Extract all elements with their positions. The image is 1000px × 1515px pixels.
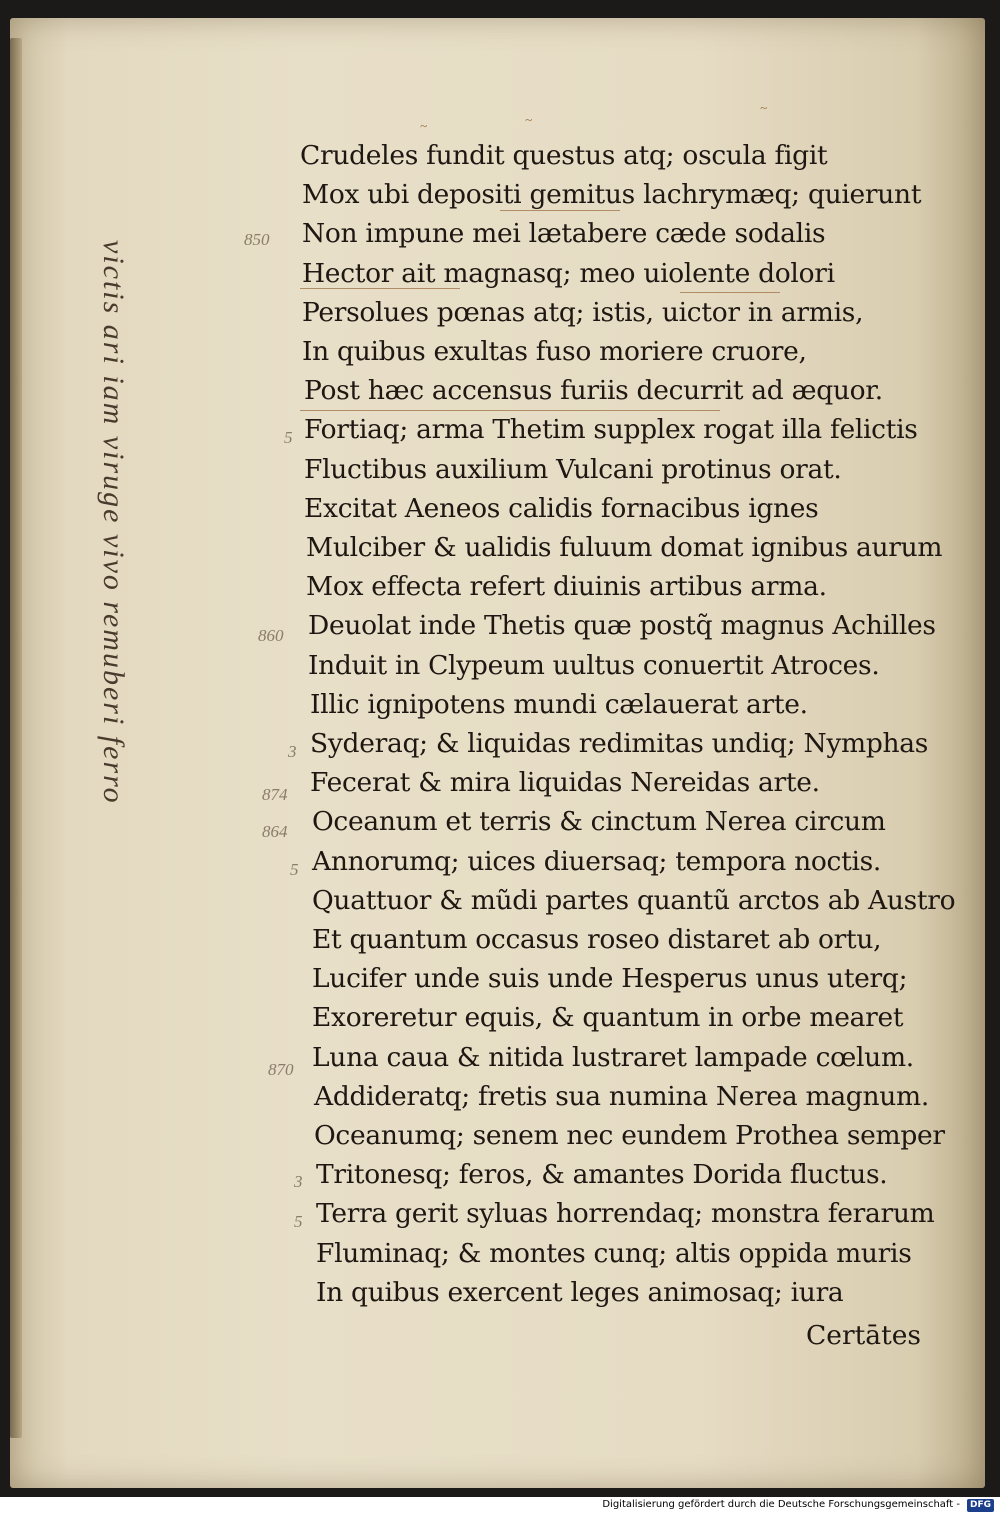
verse-line: Non impune mei lætabere cæde sodalis bbox=[302, 218, 826, 250]
verse-line: Addideratq; fretis sua numina Nerea magnum. bbox=[314, 1080, 929, 1112]
verse-line: Deuolat inde Thetis quæ postq̃ magnus Achilles bbox=[308, 610, 936, 642]
verse-line: Annorumq; uices diuersaq; tempora noctis. bbox=[312, 845, 882, 877]
line-number: 3 bbox=[288, 742, 297, 761]
line-number: 864 bbox=[262, 822, 288, 841]
verse-line: Fluminaq; & montes cunq; altis oppida muris bbox=[316, 1237, 912, 1269]
verse-line: In quibus exercent leges animosaq; iura bbox=[316, 1276, 844, 1308]
line-number: 3 bbox=[294, 1172, 303, 1191]
verse-line: Excitat Aeneos calidis fornacibus ignes bbox=[304, 492, 819, 524]
verse-line: Mox effecta refert diuinis artibus arma. bbox=[306, 571, 827, 603]
verse-line: Induit in Clypeum uultus conuertit Atroces. bbox=[308, 649, 880, 681]
line-number: 5 bbox=[284, 428, 293, 447]
verse-line: Quattuor & mũdi partes quantũ arctos ab Austro bbox=[312, 884, 956, 916]
line-number: 5 bbox=[290, 860, 299, 879]
verse-line: Mulciber & ualidis fuluum domat ignibus aurum bbox=[306, 532, 943, 564]
verse-line: Hector ait magnasq; meo uiolente dolori bbox=[302, 257, 835, 289]
footer-bar bbox=[0, 1497, 1000, 1515]
verse-line: Fortiaq; arma Thetim supplex rogat illa felictis bbox=[304, 414, 918, 446]
line-number: 874 bbox=[262, 785, 288, 804]
verse-line: Tritonesq; feros, & amantes Dorida fluctus. bbox=[316, 1159, 888, 1191]
verse-line: Luna caua & nitida lustraret lampade cœlum. bbox=[312, 1041, 914, 1073]
verse-line: Syderaq; & liquidas redimitas undiq; Nymphas bbox=[310, 728, 929, 760]
line-number: 5 bbox=[294, 1212, 303, 1231]
line-number: 860 bbox=[258, 626, 284, 645]
dfg-logo-icon: DFG bbox=[967, 1499, 994, 1512]
interlinear-gloss: ~ bbox=[760, 100, 768, 115]
verse-line: Oceanum et terris & cinctum Nerea circum bbox=[312, 806, 886, 838]
marginal-annotation: victis ari iam viruge vivo remuberi ferro bbox=[97, 240, 130, 805]
line-number: 870 bbox=[268, 1060, 294, 1079]
verse-line: Fluctibus auxilium Vulcani protinus orat. bbox=[304, 453, 842, 485]
interlinear-gloss: ~ bbox=[420, 118, 428, 133]
verse-line: Persolues pœnas atq; istis, uictor in armis, bbox=[302, 296, 864, 328]
interlinear-gloss: ~ bbox=[525, 112, 533, 127]
verse-text-block bbox=[290, 136, 960, 1312]
verse-line: Oceanumq; senem nec eundem Prothea semper bbox=[314, 1120, 945, 1152]
verse-line: Lucifer unde suis unde Hesperus unus uterq; bbox=[312, 963, 908, 995]
verse-line: Terra gerit syluas horrendaq; monstra ferarum bbox=[316, 1198, 935, 1230]
catchword: Certātes bbox=[806, 1320, 922, 1351]
footer-credit: Digitalisierung gefördert durch die Deutsche Forschungsgemeinschaft - bbox=[602, 1499, 960, 1510]
verse-line: In quibus exultas fuso moriere cruore, bbox=[302, 336, 807, 368]
verse-line: Post hæc accensus furiis decurrit ad æquor. bbox=[304, 375, 883, 407]
verse-line: Illic ignipotens mundi cælauerat arte. bbox=[310, 688, 808, 720]
verse-line: Exoreretur equis, & quantum in orbe mearet bbox=[312, 1002, 904, 1034]
verse-line: Et quantum occasus roseo distaret ab ortu, bbox=[312, 924, 882, 956]
line-number: 850 bbox=[244, 230, 270, 249]
verse-line: Mox ubi depositi gemitus lachrymæq; quierunt bbox=[302, 179, 922, 211]
page-edge bbox=[10, 38, 22, 1438]
verse-line: Crudeles fundit questus atq; oscula figit bbox=[300, 140, 828, 171]
verse-line: Fecerat & mira liquidas Nereidas arte. bbox=[310, 767, 820, 799]
